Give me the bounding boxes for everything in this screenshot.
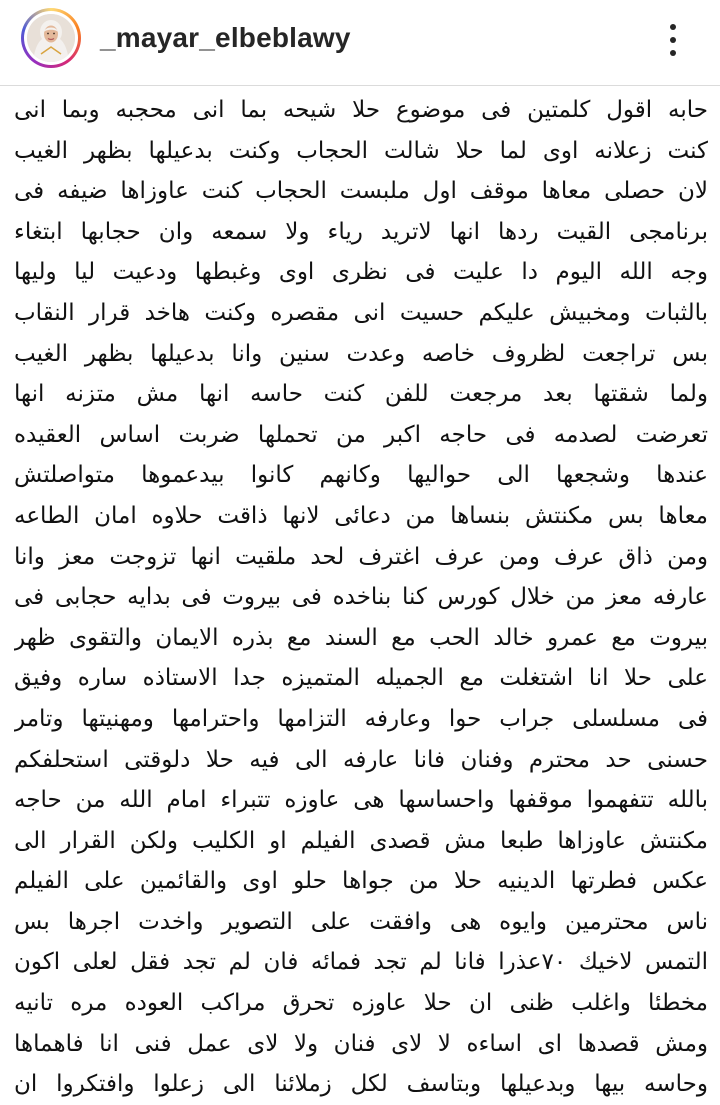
- post-header: [0, 0, 720, 86]
- caption-line: برنامجى القيت ردها انها لاتريد رياء ولا سمعه وان حجابها ابتغاء: [14, 218, 708, 245]
- caption-line: عندها وشجعها الى حواليها وكانهم كانوا بيدعموها متواصلتش: [14, 462, 708, 489]
- username-link[interactable]: _mayar_elbeblawy: [100, 22, 351, 53]
- caption-line: على حلا انا اشتغلت مع الجميله المتميزه جدا الاستاذه ساره وفيق: [14, 665, 708, 692]
- caption-line: ومش قصدها اى اساءه لا لاى فنان ولا لاى عمل فنى انا فاهماها: [14, 1030, 708, 1057]
- caption-line: ناس محترمين وايوه هى وافقت على التصوير واخدت اجرها بس: [14, 908, 708, 935]
- caption-line: مخطئا واغلب ظنى ان حلا عاوزه تحرق مراكب العوده مره تانيه: [14, 990, 708, 1017]
- profile-avatar-icon: [27, 14, 75, 62]
- avatar[interactable]: [21, 8, 81, 68]
- caption-line: تعرضت لصدمه فى حاجه اكبر من تحملها ضربت اساس العقيده: [14, 421, 708, 448]
- dot: [670, 24, 676, 30]
- caption-line: وحاسه بيها وبدعيلها وبتاسف لكل زملائنا الى زعلوا وافتكروا ان: [14, 1071, 708, 1098]
- caption-line: ولما شقتها بعد مرجعت للفن كنت حاسه انها مش متزنه انها: [14, 381, 708, 408]
- caption-line: بالله تتفهموا موقفها واحساسها هى عاوزه تتبراء امام الله من حاجه: [14, 787, 708, 814]
- caption-line: معاها بس مكنتش بنساها من دعائى لانها ذاقت حلاوه امان الطاعه: [14, 502, 708, 529]
- caption-line: بالثبات ومخبيش عليكم حسيت انى مقصره وكنت هاخد قرار النقاب: [14, 299, 708, 326]
- caption-line: لان حصلى معاها موقف اول ملبست الحجاب كنت عاوزاها ضيفه فى: [14, 178, 708, 205]
- caption-line: عكس فطرتها الدينيه حلا من جواها حلو اوى والقائمين على الفيلم: [14, 868, 708, 895]
- caption-line: ومن ذاق عرف ومن عرف اغترف لحد ملقيت انها تزوجت معز وانا: [14, 543, 708, 570]
- caption-line: التمس لاخيك ٧٠عذرا فانا لم تجد فمائه فان لم تجد فقل لعلى اكون: [14, 949, 708, 976]
- caption-line: بيروت مع عمرو خالد الحب مع السند مع بذره الايمان والتقوى ظهر: [14, 624, 708, 651]
- dot: [670, 37, 676, 43]
- vertical-ellipsis-icon[interactable]: [660, 20, 686, 60]
- caption-line: حسنى حد محترم وفنان فانا عارفه الى فيه حلا دلوقتى استحلفكم: [14, 746, 708, 773]
- caption-line: عارفه معز من خلال كورس كنا بناخده فى بيروت فى بدايه حجابى فى: [14, 584, 708, 611]
- caption-line: مكنتش عاوزاها طبعا مش قصدى الفيلم او الكليب ولكن القرار الى: [14, 827, 708, 854]
- post-caption: [14, 90, 708, 1105]
- caption-line: كنت زعلانه اوى لما حلا شالت الحجاب وكنت بدعيلها بظهر الغيب: [14, 137, 708, 164]
- caption-line: فى مسلسلى جراب حوا وعارفه التزامها واحترامها ومهنيتها وتامر: [14, 705, 708, 732]
- caption-line: بس تراجعت لظروف خاصه وعدت سنين وانا بدعيلها بظهر الغيب: [14, 340, 708, 367]
- avatar-border: [24, 11, 78, 65]
- dot: [670, 50, 676, 56]
- caption-line: وجه الله اليوم دا عليت فى نظرى اوى وغبطها ودعيت ليا وليها: [14, 259, 708, 286]
- caption-line: حابه اقول كلمتين فى موضوع حلا شيحه بما انى محجبه وبما انى: [14, 97, 708, 123]
